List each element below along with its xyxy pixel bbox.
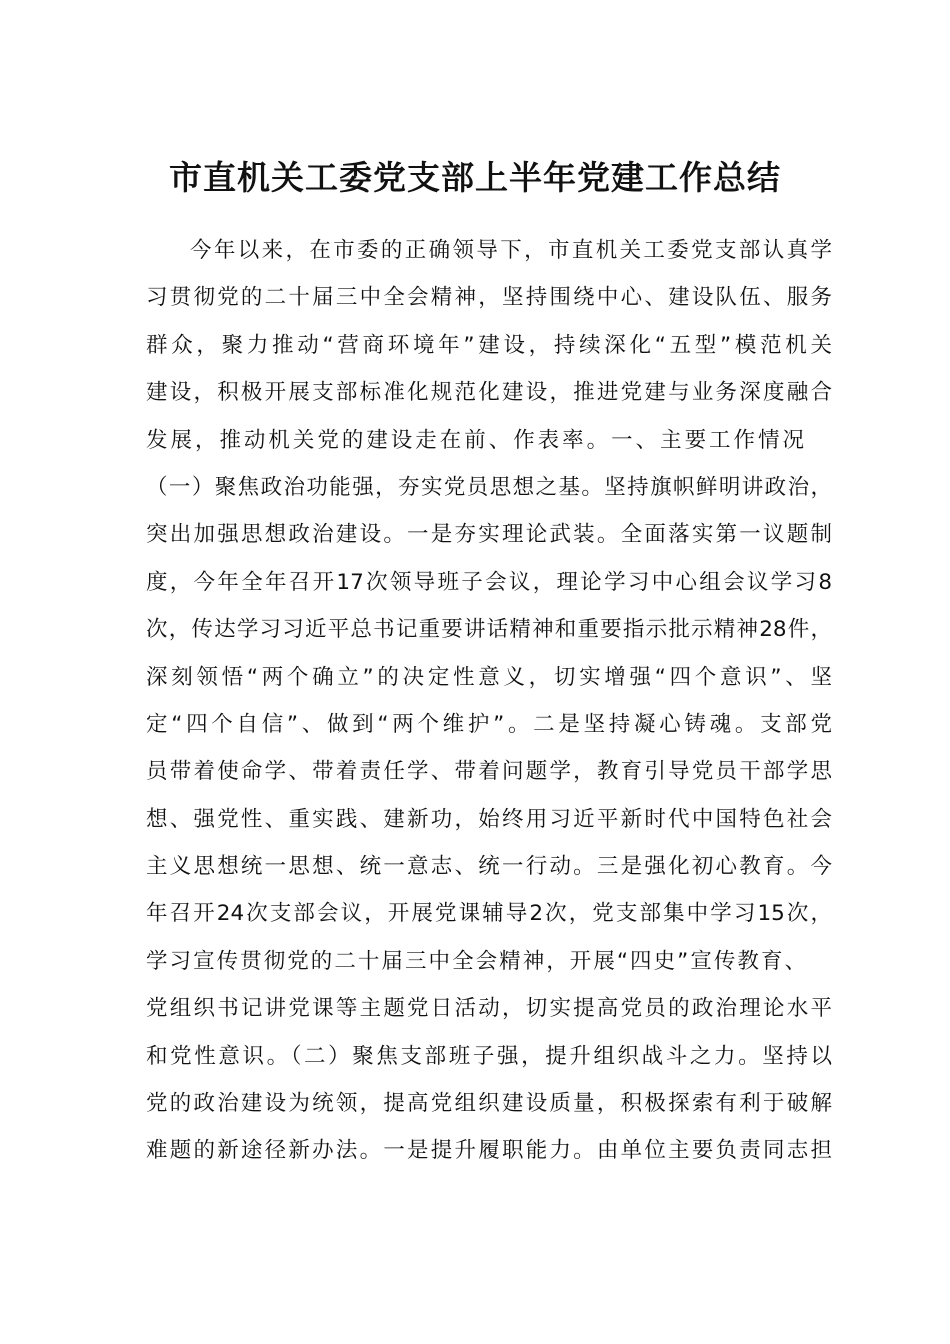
paragraph-line: 定“四个自信”、做到“两个维护”。二是坚持凝心铸魂。支部党: [146, 711, 832, 737]
paragraph-line: 深刻领悟“两个确立”的决定性意义，切实增强“四个意识”、坚: [146, 664, 832, 690]
paragraph-line: 突出加强思想政治建设。一是夯实理论武装。全面落实第一议题制: [146, 522, 832, 548]
paragraph-line: （一）聚焦政治功能强，夯实党员思想之基。坚持旗帜鲜明讲政治，: [146, 474, 832, 500]
paragraph-line: 年召开24次支部会议，开展党课辅导2次，党支部集中学习15次，: [146, 901, 832, 927]
document-title: 市直机关工委党支部上半年党建工作总结: [169, 158, 781, 198]
paragraph-line: 度，今年全年召开17次领导班子会议，理论学习中心组会议学习8: [146, 569, 832, 595]
paragraph-line: 想、强党性、重实践、建新功，始终用习近平新时代中国特色社会: [146, 806, 832, 832]
paragraph-line: 主义思想统一思想、统一意志、统一行动。三是强化初心教育。今: [146, 854, 832, 880]
paragraph-line: 群众，聚力推动“营商环境年”建设，持续深化“五型”模范机关: [146, 332, 832, 358]
document-body: [146, 227, 832, 1175]
paragraph-line: 发展，推动机关党的建设走在前、作表率。一、主要工作情况: [146, 427, 804, 453]
paragraph-line: 今年以来，在市委的正确领导下，市直机关工委党支部认真学: [190, 238, 832, 263]
paragraph-line: 和党性意识。（二）聚焦支部班子强，提升组织战斗之力。坚持以: [146, 1043, 832, 1069]
paragraph-line: 建设，积极开展支部标准化规范化建设，推进党建与业务深度融合: [146, 380, 832, 406]
paragraph-line: 习贯彻党的二十届三中全会精神，坚持围绕中心、建设队伍、服务: [146, 285, 832, 311]
paragraph-line: 学习宣传贯彻党的二十届三中全会精神，开展“四史”宣传教育、: [146, 948, 806, 974]
paragraph-line: 党的政治建设为统领，提高党组织建设质量，积极探索有利于破解: [146, 1091, 832, 1117]
paragraph-line: 次，传达学习习近平总书记重要讲话精神和重要指示批示精神28件，: [146, 617, 832, 643]
paragraph-line: 难题的新途径新办法。一是提升履职能力。由单位主要负责同志担: [146, 1138, 832, 1164]
paragraph-line: 员带着使命学、带着责任学、带着问题学，教育引导党员干部学思: [146, 759, 832, 785]
paragraph-line: 党组织书记讲党课等主题党日活动，切实提高党员的政治理论水平: [146, 996, 832, 1022]
